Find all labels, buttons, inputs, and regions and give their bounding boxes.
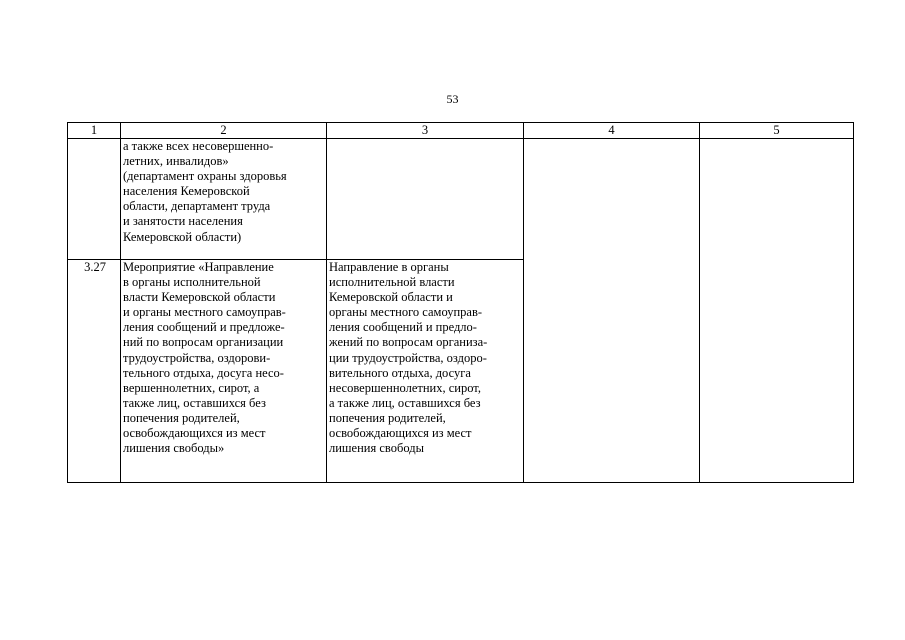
cell-text-line: попечения родителей,	[123, 410, 240, 425]
cell-text-line: жений по вопросам организа-	[329, 335, 488, 350]
cell-text-line: Направление в органы	[329, 260, 449, 274]
column-5-cell	[700, 139, 854, 483]
cell-text-line: несовершеннолетних, сирот,	[329, 380, 481, 395]
cell-text-line: тельного отдыха, досуга несо-	[123, 365, 284, 380]
cell-text-line: попечения родителей,	[329, 410, 446, 425]
event-content-cell	[327, 139, 524, 260]
cell-text-line: лишения свободы	[329, 441, 424, 456]
cell-text-line: области, департамент труда	[123, 199, 271, 214]
column-header-1: 1	[68, 123, 121, 139]
page-number: 53	[446, 92, 459, 106]
cell-text-line: и органы местного самоуправ-	[123, 305, 286, 320]
cell-text-line: (департамент охраны здоровья	[123, 169, 287, 184]
cell-text-line: и занятости населения	[123, 214, 243, 229]
column-header-2: 2	[121, 123, 327, 139]
cell-text-line: органы местного самоуправ-	[329, 305, 483, 320]
cell-text-line: власти Кемеровской области	[123, 290, 276, 305]
cell-text-line: вершеннолетних, сирот, а	[123, 380, 260, 395]
column-4-cell	[524, 139, 700, 483]
cell-text-line: вительного отдыха, досуга	[329, 365, 471, 380]
cell-text-line: в органы исполнительной	[123, 275, 261, 290]
cell-text-line: исполнительной власти	[329, 275, 455, 290]
cell-text-line: ления сообщений и предло-	[329, 320, 477, 335]
cell-text-line: освобождающихся из мест	[123, 426, 266, 441]
column-header-5: 5	[700, 123, 854, 139]
cell-text-line: ции трудоустройства, оздоро-	[329, 350, 487, 365]
cell-text-line: населения Кемеровской	[123, 184, 250, 199]
cell-text-line: Кемеровской области и	[329, 290, 453, 305]
event-description-cell	[121, 139, 327, 260]
cell-text-line: Кемеровской области)	[123, 229, 242, 244]
cell-text-line: а также лиц, оставшихся без	[329, 395, 481, 410]
cell-text-line: лишения свободы»	[123, 441, 225, 456]
table-header-row	[68, 123, 854, 139]
cell-text-line: ний по вопросам организации	[123, 335, 284, 350]
table-row	[68, 139, 854, 260]
row-number-cell	[68, 139, 121, 260]
event-description-cell	[121, 260, 327, 483]
data-table	[67, 122, 854, 483]
cell-text-line: ления сообщений и предложе-	[123, 320, 285, 335]
cell-text-line: летних, инвалидов»	[123, 154, 229, 169]
cell-text-line: а также всех несовершенно-	[123, 139, 274, 153]
column-header-4: 4	[524, 123, 700, 139]
cell-text-line: Мероприятие «Направление	[123, 260, 274, 274]
cell-text-line: трудоустройства, оздорови-	[123, 350, 271, 365]
column-header-3: 3	[327, 123, 524, 139]
cell-text-line: также лиц, оставшихся без	[123, 395, 266, 410]
event-content-cell	[327, 260, 524, 483]
cell-text-line: освобождающихся из мест	[329, 426, 472, 441]
row-number-cell: 3.27	[68, 260, 121, 483]
